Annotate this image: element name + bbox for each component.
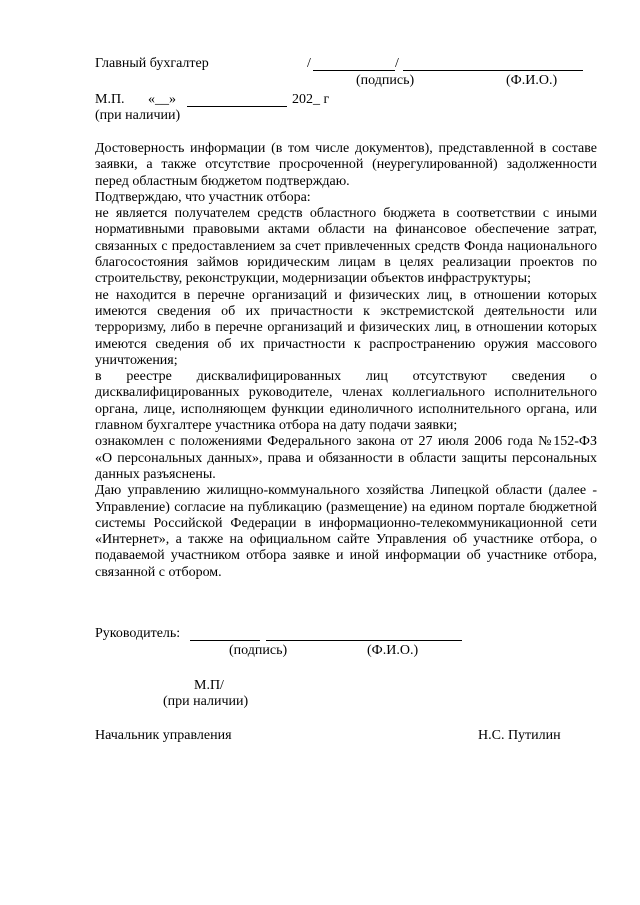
- signature-line: [313, 58, 395, 71]
- body-text: [95, 141, 597, 581]
- slash-right: /: [395, 56, 399, 71]
- head-signature-line: [190, 628, 260, 641]
- stamp-label: М.П.: [95, 92, 125, 107]
- date-month-line: [187, 94, 287, 107]
- stamp-if-any: (при наличии): [95, 108, 181, 123]
- footer-stamp-label: М.П/: [194, 678, 224, 693]
- slash-left: /: [307, 56, 311, 71]
- head-signature-caption: (подпись): [229, 643, 288, 658]
- footer-stamp-if-any: (при наличии): [163, 694, 249, 709]
- paragraph-personal-data: ознакомлен с положениями Федерального закона от 27 июля 2006 года №152-ФЗ «О персональных данных», права и обязанности в области защиты персональных данных разъяснены.: [95, 434, 597, 482]
- paragraph-not-recipient: не является получателем средств областного бюджета в соответствии с иными нормативными правовыми актами области на финансовое обеспечение затрат, связанных с предоставлением за счет привлеченных средств Фонда национального благосостояния займов юридическим лицам в целях реализации проектов по строительству, реконструкции, модернизации объектов инфраструктуры;: [95, 206, 597, 287]
- paragraph-confirm-intro: Подтверждаю, что участник отбора:: [95, 189, 311, 205]
- paragraph-consent: Даю управлению жилищно-коммунального хозяйства Липецкой области (далее - Управление) согласие на публикацию (размещение) на едином портале бюджетной системы Российской Федерации в информационно-телекоммуникационной сети «Интернет», а также на официальном сайте Управления об участнике отбора, о подаваемой участником отбора заявке и иной информации об участнике отбора, связанной с отбором.: [95, 483, 597, 580]
- chief-accountant-label: Главный бухгалтер: [95, 56, 209, 71]
- fio-caption: (Ф.И.О.): [506, 73, 558, 88]
- chief-title: Начальник управления: [95, 728, 232, 743]
- head-label: Руководитель:: [95, 626, 181, 641]
- head-fio-line: [266, 628, 462, 641]
- date-year: 202_ г: [292, 92, 330, 107]
- date-day: «__»: [148, 92, 176, 107]
- paragraph-reliability: Достоверность информации (в том числе документов), представленной в составе заявки, а также отсутствие просроченной (неурегулированной) задолженности перед областным бюджетом подтверждаю.: [95, 141, 597, 189]
- signature-caption: (подпись): [356, 73, 415, 88]
- fio-line: [403, 58, 583, 71]
- head-fio-caption: (Ф.И.О.): [367, 643, 419, 658]
- paragraph-not-in-list: не находится в перечне организаций и физических лиц, в отношении которых имеются сведения об их причастности к экстремистской деятельности или терроризму, либо в перечне организаций и физических лиц, в отношении которых имеются сведения об их причастности к распространению оружия массового уничтожения;: [95, 287, 597, 368]
- paragraph-disqualified: в реестре дисквалифицированных лиц отсутствуют сведения о дисквалифицированных руководителе, членах коллегиального исполнительного органа, лице, исполняющем функции единоличного исполнительного органа, или главном бухгалтере участника отбора на дату подачи заявки;: [95, 369, 597, 434]
- chief-name: Н.С. Путилин: [478, 728, 561, 743]
